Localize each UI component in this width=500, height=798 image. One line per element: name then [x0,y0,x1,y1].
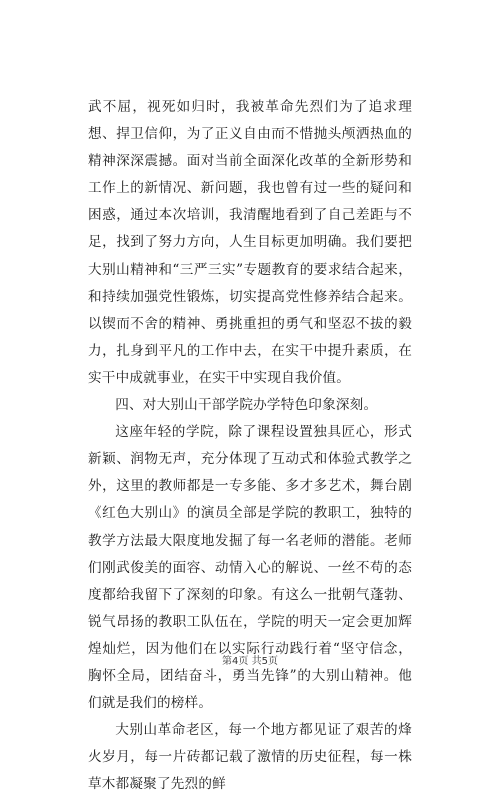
paragraph-academy: 这座年轻的学院，除了课程设置独具匠心，形式新颖、润物无声，充分体现了互动式和体验式教学之外，这里的教师都是一专多能、多才多艺术，舞台剧《红色大别山》的演员全部是学院的教职工，独特的教学方法最大限度地发掘了每一名老师的潜能。老师们刚武俊美的面容、动情入心的解说、一丝不苟的态度都给我留下了深刻的印象。有这么一批朝气蓬勃、锐气昂扬的教职工队伍在，学院的明天一定会更加辉煌灿烂，因为他们在以实际行动践行着“坚守信念，胸怀全局，团结奋斗，勇当先锋”的大别山精神。他们就是我们的榜样。 [88,424,412,712]
paragraph-continuation: 武不屈，视死如归时，我被革命先烈们为了追求理想、捍卫信仰，为了正义自由而不惜抛头颅洒热血的精神深深震撼。面对当前全面深化改革的全新形势和工作上的新情况、新问题，我也曾有过一些的疑问和困惑，通过本次培训，我清醒地看到了自己差距与不足，找到了努力方向，人生目标更加明确。我们要把大别山精神和“三严三实”专题教育的要求结合起来，和持续加强党性锻炼，切实提高党性修养结合起来。以锲而不舍的精神、勇挑重担的勇气和坚忍不拔的毅力，扎身到平凡的工作中去，在实干中提升素质，在实干中成就事业，在实干中实现自我价值。 [88,99,412,386]
page-number-footer: 第4页 共5页 [222,656,278,667]
section-heading: 四、对大别山干部学院办学特色印象深刻。 [115,397,378,414]
paragraph-revolutionary-base: 大别山革命老区，每一个地方都见证了艰苦的烽火岁月，每一片砖都记载了激情的历史征程，每一株草木都凝聚了先烈的鲜 [88,722,412,793]
page-body [88,94,412,798]
